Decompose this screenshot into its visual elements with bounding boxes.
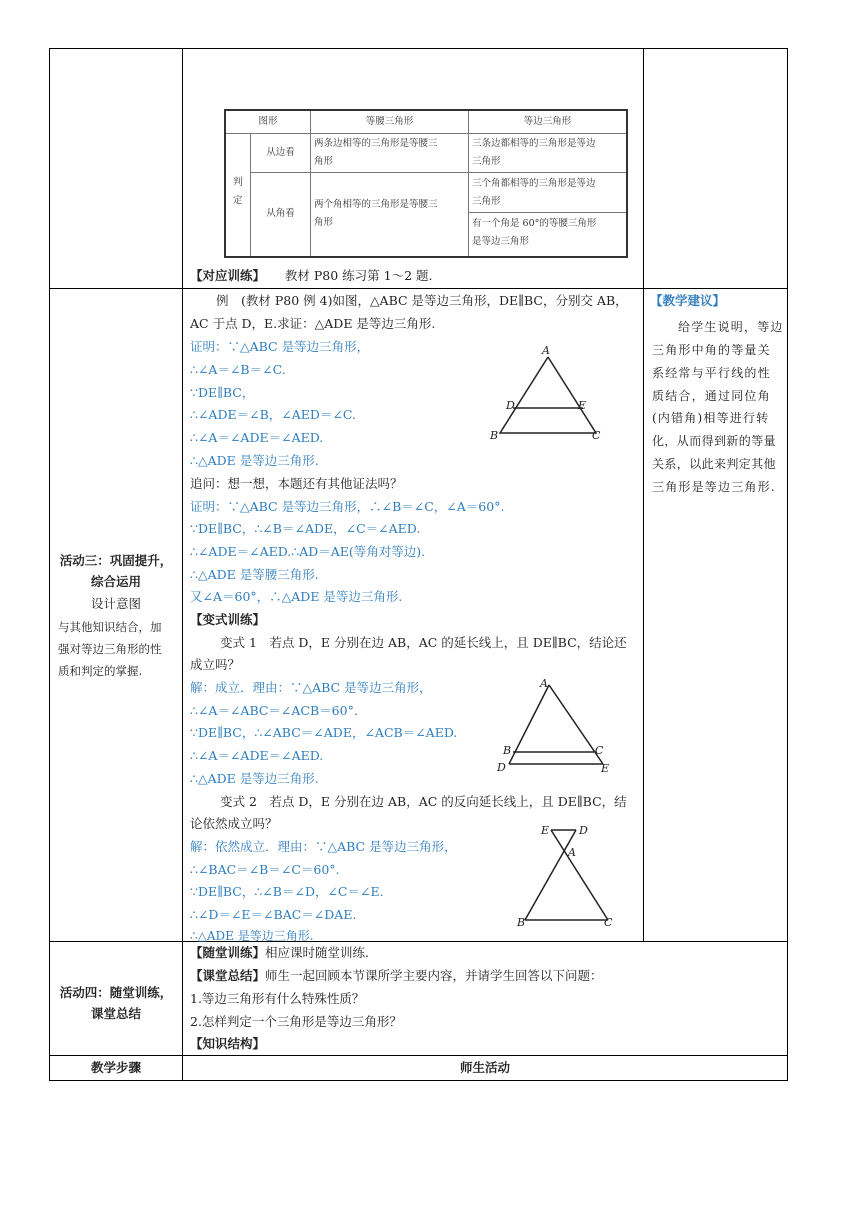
variant2-solution-5: ∴△ADE 是等边三角形.: [190, 929, 314, 943]
variant1-line-1: 变式 1 若点 D，E 分别在边 AB，AC 的延长线上，且 DE∥BC，结论还: [220, 635, 627, 650]
suggestion-line-7: 关系，以此来判定其他: [652, 457, 777, 471]
variant2-solution-2: ∴∠BAC＝∠B＝∠C＝60°.: [190, 862, 340, 877]
variant2-line-2: 论依然成立吗？: [190, 816, 278, 831]
variant1-solution-4: ∴∠A＝∠ADE＝∠AED.: [190, 748, 324, 763]
header-equilateral: 等边三角形: [523, 116, 572, 127]
table-border-bottom: [49, 1080, 788, 1081]
fig3-label-b: B: [517, 916, 526, 929]
side-label: 从边看: [266, 147, 295, 158]
design-intent-line-2: 强对等边三角形的性: [58, 642, 162, 656]
row-divider-2: [49, 941, 788, 942]
suggestion-line-8: 三角形是等边三角形.: [652, 480, 776, 494]
side-equilateral-1: 三条边都相等的三角形是等边: [472, 138, 596, 149]
angle-equilateral-b1: 有一个角是 60°的等腰三角形: [472, 218, 597, 229]
class-summary: [190, 970, 603, 983]
suggestion-line-3: 系经常与平行线的性: [652, 366, 771, 380]
design-intent-line-3: 质和判定的掌握.: [58, 664, 143, 678]
table-border-right: [787, 48, 788, 1081]
proof-line-5: ∴∠A＝∠ADE＝∠AED.: [190, 430, 324, 445]
fig3-label-c: C: [604, 916, 613, 929]
fig2-label-b: B: [503, 744, 512, 757]
practice-tag: 【对应训练】: [190, 268, 266, 283]
fig1-label-d: D: [506, 399, 515, 412]
side-isosceles-1: 两条边相等的三角形是等腰三: [314, 138, 438, 149]
header-figure: 图形: [258, 116, 278, 127]
angle-label: 从角看: [266, 208, 295, 219]
suggestion-line-1: 给学生说明，等边: [678, 320, 784, 334]
suggestion-line-5: (内错角)相等进行转: [652, 411, 770, 425]
angle-isosceles-2: 角形: [314, 217, 334, 228]
followup-question: 追问：想一想，本题还有其他证法吗？: [190, 476, 403, 491]
column-divider-1: [182, 48, 183, 1081]
side-isosceles-2: 角形: [314, 156, 334, 167]
example-line-2: AC 于点 D，E.求证：△ADE 是等边三角形.: [190, 316, 436, 331]
fig1-label-c: C: [592, 429, 601, 442]
table-border-top: [49, 48, 788, 49]
judgement-table: [224, 109, 628, 258]
proof2-line-3: ∴∠ADE＝∠AED.∴AD＝AE(等角对等边).: [190, 544, 426, 559]
fig2-label-c: C: [595, 744, 604, 757]
judge-label-1: 判: [233, 177, 243, 188]
proof-line-1: 证明：∵△ABC 是等边三角形，: [190, 339, 370, 354]
class-summary-text: 师生一起回顾本节课所学主要内容，并请学生回答以下问题：: [265, 968, 603, 983]
fig1-label-a: A: [542, 344, 550, 357]
suggestion-title: 【教学建议】: [650, 293, 726, 308]
activity4-title-1: 活动四：随堂训练，: [59, 985, 173, 1000]
inclass-training: [190, 947, 369, 960]
design-intent-label: 设计意图: [90, 596, 141, 611]
angle-equilateral-a2: 三角形: [472, 196, 501, 207]
angle-equilateral-a1: 三个角都相等的三角形是等边: [472, 178, 596, 189]
fig1-label-e: E: [578, 399, 587, 412]
fig2-label-d: D: [497, 761, 506, 774]
row-divider-1: [49, 288, 788, 289]
variant1-solution-1: 解：成立．理由：∵△ABC 是等边三角形，: [190, 680, 432, 695]
angle-isosceles-1: 两个角相等的三角形是等腰三: [314, 199, 438, 210]
class-summary-tag: 【课堂总结】: [190, 968, 266, 983]
proof-line-4: ∴∠ADE＝∠B，∠AED＝∠C.: [190, 407, 356, 422]
column-divider-2: [643, 48, 644, 941]
footer-teaching-steps: 教学步骤: [90, 1060, 141, 1075]
fig3-label-e: E: [541, 824, 550, 837]
figure-example-triangle: [485, 342, 610, 447]
practice-line: [190, 270, 432, 283]
variant-tag: 【变式训练】: [190, 612, 266, 627]
suggestion-line-6: 化，从而得到新的等量: [652, 434, 777, 448]
proof2-line-1: 证明：∵△ABC 是等边三角形，∴∠B＝∠C，∠A＝60°.: [190, 499, 505, 514]
practice-text: 教材 P80 练习第 1～2 题.: [284, 268, 433, 283]
summary-question-2: 2.怎样判定一个三角形是等边三角形？: [190, 1014, 402, 1029]
variant2-solution-1: 解：依然成立．理由：∵△ABC 是等边三角形，: [190, 839, 457, 854]
fig1-label-b: B: [490, 429, 499, 442]
design-intent-line-1: 与其他知识结合，加: [58, 620, 162, 634]
variant1-solution-5: ∴△ADE 是等边三角形.: [190, 771, 319, 786]
proof-line-2: ∴∠A＝∠B＝∠C.: [190, 362, 286, 377]
fig2-label-e: E: [601, 762, 610, 775]
activity3-title-2: 综合运用: [90, 574, 141, 589]
variant1-solution-2: ∴∠A＝∠ABC＝∠ACB＝60°.: [190, 703, 358, 718]
side-equilateral-2: 三角形: [472, 156, 501, 167]
knowledge-structure-tag: 【知识结构】: [190, 1036, 266, 1051]
suggestion-line-2: 三角形中角的等量关: [652, 343, 771, 357]
activity4-title-2: 课堂总结: [90, 1006, 141, 1021]
proof2-line-4: ∴△ADE 是等腰三角形.: [190, 567, 319, 582]
proof2-line-2: ∵DE∥BC，∴∠B＝∠ADE，∠C＝∠AED.: [190, 521, 421, 536]
example-line-1: 例 (教材 P80 例 4)如图，△ABC 是等边三角形，DE∥BC，分别交 AB，: [216, 293, 628, 308]
suggestion-line-4: 质结合，通过同位角: [652, 389, 771, 403]
figure-variant1-triangle: [495, 675, 620, 775]
footer-teacher-student-activity: 师生活动: [459, 1060, 510, 1075]
fig3-label-a: A: [568, 846, 576, 859]
activity3-title-1: 活动三：巩固提升，: [59, 553, 173, 568]
angle-equilateral-b2: 是等边三角形: [472, 236, 530, 247]
variant2-solution-3: ∵DE∥BC，∴∠B＝∠D，∠C＝∠E.: [190, 884, 384, 899]
proof-line-3: ∵DE∥BC，: [190, 385, 255, 400]
proof2-line-5: 又∠A＝60°，∴△ADE 是等边三角形.: [190, 589, 403, 604]
proof-line-6: ∴△ADE 是等边三角形.: [190, 453, 319, 468]
judge-label-2: 定: [233, 195, 243, 206]
variant2-solution-4: ∴∠D＝∠E＝∠BAC＝∠DAE.: [190, 907, 357, 922]
inclass-training-tag: 【随堂训练】: [190, 945, 266, 960]
row-divider-3: [49, 1055, 788, 1056]
inclass-training-text: 相应课时随堂训练.: [265, 945, 369, 960]
variant1-solution-3: ∵DE∥BC，∴∠ABC＝∠ADE，∠ACB＝∠AED.: [190, 725, 458, 740]
figure-variant2-bowtie: [512, 822, 622, 932]
header-isosceles: 等腰三角形: [365, 116, 414, 127]
fig3-label-d: D: [579, 824, 588, 837]
summary-question-1: 1.等边三角形有什么特殊性质？: [190, 991, 365, 1006]
variant1-line-2: 成立吗？: [190, 657, 241, 672]
variant2-line-1: 变式 2 若点 D，E 分别在边 AB，AC 的反向延长线上，且 DE∥BC，结: [220, 794, 627, 809]
fig2-label-a: A: [540, 677, 548, 690]
